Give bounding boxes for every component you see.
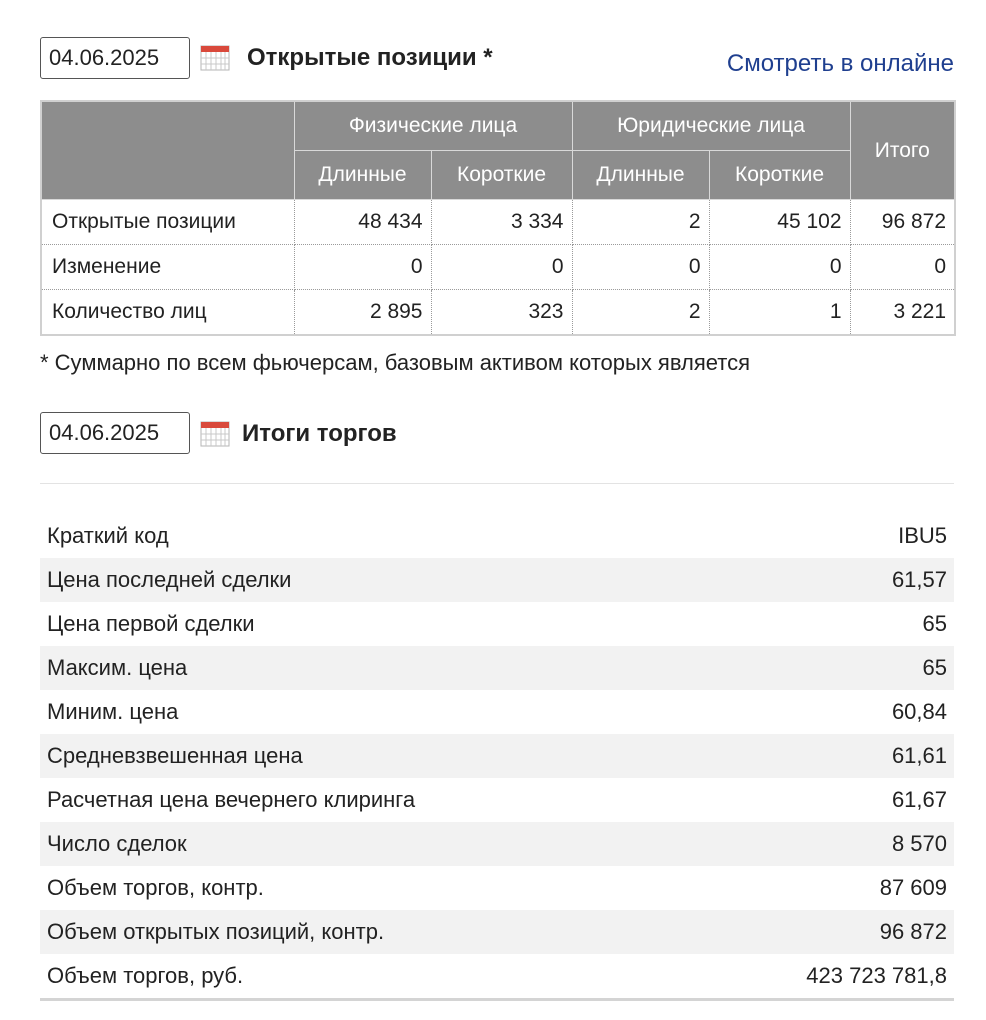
cell-physical-long: 0 — [294, 245, 431, 290]
positions-date-input[interactable] — [40, 37, 190, 79]
cell-legal-short: 45 102 — [709, 200, 850, 245]
result-value: 96 872 — [640, 910, 954, 954]
cell-total: 96 872 — [850, 200, 955, 245]
table-row — [41, 245, 955, 290]
cell-legal-long: 0 — [572, 245, 709, 290]
table-row — [41, 290, 955, 336]
section-divider — [40, 483, 954, 484]
calendar-icon[interactable] — [200, 421, 230, 447]
results-date-input[interactable] — [40, 412, 190, 454]
positions-title: Открытые позиции * — [247, 44, 493, 71]
result-label: Максим. цена — [40, 646, 640, 690]
header-physical-long: Длинные — [294, 151, 431, 200]
table-row — [41, 200, 955, 245]
header-legal-long: Длинные — [572, 151, 709, 200]
result-value: 65 — [922, 611, 947, 636]
result-label: Число сделок — [40, 822, 640, 866]
result-value: 60,84 — [891, 699, 947, 724]
cell-legal-short: 1 — [709, 290, 850, 336]
result-label: Миним. цена — [47, 699, 179, 724]
header-total: Итого — [850, 101, 955, 200]
cell-legal-short: 0 — [709, 245, 850, 290]
cell-physical-short: 323 — [431, 290, 572, 336]
table-row — [40, 822, 954, 866]
result-label: Краткий код — [47, 523, 169, 548]
result-value: 61,67 — [891, 787, 947, 812]
row-label: Открытые позиции — [41, 200, 294, 245]
header-legal: Юридические лица — [572, 101, 850, 151]
table-row — [40, 602, 954, 646]
result-label: Объем торгов, контр. — [47, 875, 264, 900]
cell-total: 0 — [850, 245, 955, 290]
header-physical-short: Короткие — [431, 151, 572, 200]
result-value: 423 723 781,8 — [806, 963, 947, 988]
open-positions-table — [40, 100, 956, 336]
cell-legal-long: 2 — [572, 200, 709, 245]
cell-physical-long: 48 434 — [294, 200, 431, 245]
trading-results-table — [40, 514, 954, 1001]
result-label: Цена последней сделки — [40, 558, 640, 602]
table-row — [40, 734, 954, 778]
header-legal-short: Короткие — [709, 151, 850, 200]
table-row — [40, 514, 954, 558]
cell-legal-long: 2 — [572, 290, 709, 336]
result-value: 61,57 — [640, 558, 954, 602]
cell-physical-long: 2 895 — [294, 290, 431, 336]
result-label: Объем торгов, руб. — [47, 963, 244, 988]
calendar-icon[interactable] — [200, 45, 230, 71]
header-blank — [41, 101, 294, 200]
result-label: Цена первой сделки — [47, 611, 255, 636]
table-row — [40, 866, 954, 910]
footnote: * Суммарно по всем фьючерсам, базовым активом которых является — [40, 350, 751, 375]
cell-physical-short: 0 — [431, 245, 572, 290]
table-row — [40, 646, 954, 690]
header-physical: Физические лица — [294, 101, 572, 151]
view-online-link[interactable]: Смотреть в онлайне — [726, 50, 954, 77]
result-value: 61,61 — [640, 734, 954, 778]
table-row — [40, 558, 954, 602]
table-row — [40, 954, 954, 1000]
results-title: Итоги торгов — [242, 420, 397, 447]
row-label: Количество лиц — [41, 290, 294, 336]
table-row — [40, 778, 954, 822]
result-value: 8 570 — [640, 822, 954, 866]
result-value: IBU5 — [898, 523, 947, 548]
table-row — [40, 690, 954, 734]
cell-physical-short: 3 334 — [431, 200, 572, 245]
result-label: Расчетная цена вечернего клиринга — [47, 787, 416, 812]
table-row — [40, 910, 954, 954]
row-label: Изменение — [41, 245, 294, 290]
result-label: Объем открытых позиций, контр. — [40, 910, 640, 954]
result-value: 65 — [640, 646, 954, 690]
cell-total: 3 221 — [893, 300, 947, 323]
result-label: Средневзвешенная цена — [40, 734, 640, 778]
result-value: 87 609 — [879, 875, 947, 900]
